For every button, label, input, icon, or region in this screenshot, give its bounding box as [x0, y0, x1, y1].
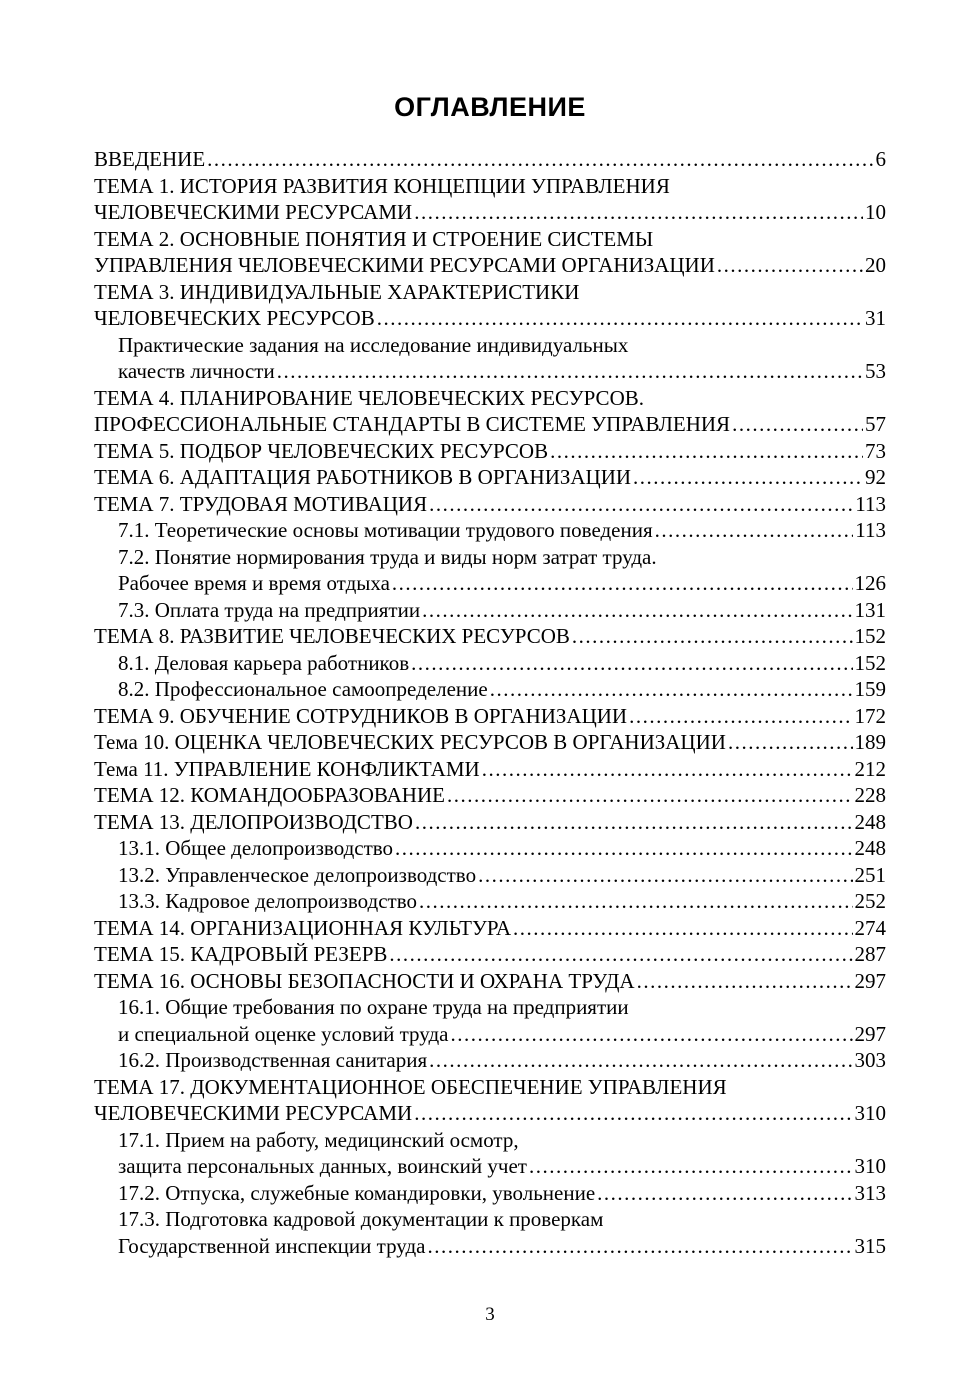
toc-entry-page: 303: [854, 1048, 886, 1072]
toc-entry-page: 31: [865, 306, 886, 330]
toc-entry: [94, 491, 886, 518]
toc-leader-dots: [597, 1180, 852, 1207]
toc-entry-page: 228: [854, 783, 886, 807]
toc-entry-page: 248: [854, 836, 886, 860]
toc-entry-page: 152: [854, 624, 886, 648]
toc-entry-title: 13.2. Управленческое делопроизводство: [118, 862, 477, 887]
toc-leader-dots: [419, 888, 853, 915]
toc-entry-title: защита персональных данных, воинский учет: [118, 1154, 527, 1178]
toc-entry: [94, 1180, 886, 1207]
toc-entry: [94, 1047, 886, 1074]
toc-leader-dots: [717, 252, 863, 279]
toc-entry-title: ЧЕЛОВЕЧЕСКИМИ РЕСУРСАМИ: [94, 200, 413, 224]
toc-leader-dots: [637, 968, 853, 995]
toc-entry-page: 274: [854, 915, 886, 940]
toc-entry: [94, 173, 886, 200]
toc-entry-page: 315: [854, 1233, 886, 1258]
toc-entry: [94, 597, 886, 624]
toc-leader-dots: [732, 411, 863, 438]
toc-entry-title: ВВЕДЕНИЕ: [94, 147, 206, 171]
toc-entry: [94, 915, 886, 942]
toc-entry-title: ТЕМА 2. ОСНОВНЫЕ ПОНЯТИЯ И СТРОЕНИЕ СИСТЕМЫ: [94, 226, 654, 251]
toc-entry: [94, 835, 886, 862]
toc-entry: [94, 332, 886, 359]
toc-leader-dots: [414, 199, 863, 226]
toc-entry-page: 297: [854, 968, 886, 993]
toc-entry: [94, 146, 886, 173]
toc-entry-title: 13.1. Общее делопроизводство: [118, 836, 394, 860]
toc-entry: [94, 438, 886, 465]
toc-entry-title: 16.2. Производственная санитария: [118, 1048, 428, 1072]
toc-entry-page: 92: [865, 465, 886, 489]
toc-leader-dots: [478, 862, 852, 889]
toc-entry-title: ТЕМА 16. ОСНОВЫ БЕЗОПАСНОСТИ И ОХРАНА ТРУДА: [94, 968, 635, 993]
toc-entry-page: 310: [854, 1154, 886, 1178]
toc-leader-dots: [415, 809, 853, 836]
toc-leader-dots: [427, 1233, 852, 1260]
toc-entry: [94, 729, 886, 756]
toc-entry-title: ТЕМА 1. ИСТОРИЯ РАЗВИТИЯ КОНЦЕПЦИИ УПРАВЛЕНИЯ: [94, 173, 670, 198]
toc-entry-page: 10: [865, 200, 886, 224]
toc-entry-title: и специальной оценке условий труда: [118, 1021, 449, 1046]
toc-entry-title: 7.3. Оплата труда на предприятии: [118, 597, 421, 622]
toc-entry-page: 57: [865, 412, 886, 436]
toc-leader-dots: [429, 491, 853, 518]
toc-entry-title: ТЕМА 17. ДОКУМЕНТАЦИОННОЕ ОБЕСПЕЧЕНИЕ УПРАВЛЕНИЯ: [94, 1074, 727, 1099]
toc-entry: [94, 862, 886, 889]
toc-entry: [94, 252, 886, 279]
toc-leader-dots: [395, 835, 852, 862]
toc-entry-title: ТЕМА 14. ОРГАНИЗАЦИОННАЯ КУЛЬТУРА: [94, 915, 512, 940]
toc-entry: [94, 941, 886, 968]
toc-entry-title: ТЕМА 8. РАЗВИТИЕ ЧЕЛОВЕЧЕСКИХ РЕСУРСОВ: [94, 624, 570, 648]
toc-leader-dots: [629, 703, 852, 730]
toc-entry-title: Практические задания на исследование индивидуальных: [118, 332, 629, 357]
toc-leader-dots: [277, 358, 863, 385]
toc-entry-page: 189: [854, 730, 886, 754]
toc-leader-dots: [490, 676, 853, 703]
toc-entry-page: 310: [854, 1101, 886, 1125]
toc-entry-title: качеств личности: [118, 359, 275, 383]
toc-leader-dots: [411, 650, 852, 677]
toc-leader-dots: [447, 782, 853, 809]
toc-entry: [94, 358, 886, 385]
toc-entry: [94, 703, 886, 730]
toc-entry-title: 7.1. Теоретические основы мотивации трудового поведения: [118, 518, 653, 542]
toc-entry-title: ТЕМА 9. ОБУЧЕНИЕ СОТРУДНИКОВ В ОРГАНИЗАЦИИ: [94, 703, 628, 728]
toc-entry: [94, 756, 886, 783]
toc-entry-title: Тема 11. УПРАВЛЕНИЕ КОНФЛИКТАМИ: [94, 756, 480, 781]
toc-entry-page: 159: [854, 677, 886, 701]
toc-leader-dots: [633, 464, 863, 491]
toc-entry: [94, 782, 886, 809]
toc-entry: [94, 994, 886, 1021]
toc-entry: [94, 199, 886, 226]
toc-entry: [94, 968, 886, 995]
toc-entry: [94, 570, 886, 597]
toc-entry: [94, 544, 886, 571]
toc-entry-title: 16.1. Общие требования по охране труда на предприятии: [118, 995, 629, 1019]
toc-entry: [94, 385, 886, 412]
toc-entry-title: 7.2. Понятие нормирования труда и виды норм затрат труда.: [118, 544, 657, 569]
toc-leader-dots: [572, 623, 853, 650]
toc-entry: [94, 1127, 886, 1154]
toc-leader-dots: [655, 517, 854, 544]
toc-entry: [94, 411, 886, 438]
toc-entry-page: 252: [854, 889, 886, 913]
toc-entry-title: ТЕМА 3. ИНДИВИДУАЛЬНЫЕ ХАРАКТЕРИСТИКИ: [94, 279, 580, 304]
toc-leader-dots: [529, 1153, 853, 1180]
toc-entry-page: 73: [865, 438, 886, 463]
toc-entry: [94, 1153, 886, 1180]
toc-entry-title: Тема 10. ОЦЕНКА ЧЕЛОВЕЧЕСКИХ РЕСУРСОВ В ОРГАНИЗАЦИИ: [94, 730, 726, 754]
toc-leader-dots: [377, 305, 863, 332]
toc-entry-page: 131: [854, 597, 886, 622]
toc-leader-dots: [482, 756, 853, 783]
toc-leader-dots: [513, 915, 852, 942]
toc-entry: [94, 279, 886, 306]
toc-entry: [94, 1206, 886, 1233]
toc-entry-title: ТЕМА 5. ПОДБОР ЧЕЛОВЕЧЕСКИХ РЕСУРСОВ: [94, 438, 549, 463]
page-number: 3: [485, 1304, 495, 1325]
toc-entry-title: ЧЕЛОВЕЧЕСКИМИ РЕСУРСАМИ: [94, 1101, 413, 1125]
toc-entry-page: 6: [875, 147, 886, 171]
toc-entry-title: ТЕМА 6. АДАПТАЦИЯ РАБОТНИКОВ В ОРГАНИЗАЦИИ: [94, 465, 632, 489]
toc-entry-page: 113: [855, 491, 886, 516]
toc-entry-title: ПРОФЕССИОНАЛЬНЫЕ СТАНДАРТЫ В СИСТЕМЕ УПРАВЛЕНИЯ: [94, 412, 731, 436]
toc-entry-title: 17.1. Прием на работу, медицинский осмотр,: [118, 1127, 519, 1152]
toc-entry-page: 20: [865, 253, 886, 277]
table-of-contents: [94, 146, 886, 1259]
toc-entry-page: 313: [854, 1180, 886, 1205]
toc-entry-title: ТЕМА 15. КАДРОВЫЙ РЕЗЕРВ: [94, 942, 388, 966]
toc-leader-dots: [414, 1100, 852, 1127]
toc-entry-page: 113: [855, 518, 886, 542]
toc-entry-page: 152: [854, 650, 886, 675]
toc-entry-title: 8.1. Деловая карьера работников: [118, 650, 410, 675]
toc-entry-title: ТЕМА 4. ПЛАНИРОВАНИЕ ЧЕЛОВЕЧЕСКИХ РЕСУРСОВ.: [94, 385, 644, 410]
toc-entry-title: ТЕМА 13. ДЕЛОПРОИЗВОДСТВО: [94, 809, 413, 834]
toc-entry-title: ЧЕЛОВЕЧЕСКИХ РЕСУРСОВ: [94, 306, 375, 330]
toc-entry: [94, 1021, 886, 1048]
toc-entry: [94, 623, 886, 650]
toc-leader-dots: [550, 438, 863, 465]
toc-leader-dots: [429, 1047, 852, 1074]
toc-entry-title: 17.2. Отпуска, служебные командировки, увольнение: [118, 1180, 596, 1205]
toc-entry-page: 212: [854, 756, 886, 781]
toc-entry-page: 297: [854, 1021, 886, 1046]
toc-leader-dots: [450, 1021, 852, 1048]
toc-entry: [94, 464, 886, 491]
toc-entry-title: 13.3. Кадровое делопроизводство: [118, 889, 417, 913]
toc-entry-title: 8.2. Профессиональное самоопределение: [118, 677, 488, 701]
toc-leader-dots: [392, 570, 853, 597]
toc-entry-page: 53: [865, 359, 886, 383]
toc-entry: [94, 226, 886, 253]
toc-entry-page: 251: [854, 862, 886, 887]
toc-entry-page: 287: [854, 942, 886, 966]
toc-entry: [94, 1233, 886, 1260]
toc-leader-dots: [207, 146, 873, 173]
toc-entry-title: ТЕМА 7. ТРУДОВАЯ МОТИВАЦИЯ: [94, 491, 428, 516]
toc-entry-title: Рабочее время и время отдыха: [118, 571, 390, 595]
toc-entry-page: 248: [854, 809, 886, 834]
toc-leader-dots: [389, 941, 852, 968]
toc-entry-page: 172: [854, 703, 886, 728]
toc-entry: [94, 305, 886, 332]
page-title: ОГЛАВЛЕНИЕ: [394, 92, 586, 122]
toc-entry: [94, 517, 886, 544]
toc-entry: [94, 888, 886, 915]
toc-entry: [94, 809, 886, 836]
toc-entry-title: УПРАВЛЕНИЯ ЧЕЛОВЕЧЕСКИМИ РЕСУРСАМИ ОРГАНИЗАЦИИ: [94, 253, 715, 277]
toc-entry-title: Государственной инспекции труда: [118, 1233, 426, 1258]
toc-entry-page: 126: [854, 571, 886, 595]
toc-leader-dots: [422, 597, 852, 624]
toc-entry: [94, 650, 886, 677]
toc-entry: [94, 1074, 886, 1101]
toc-entry: [94, 1100, 886, 1127]
toc-leader-dots: [728, 729, 853, 756]
toc-entry: [94, 676, 886, 703]
toc-entry-title: ТЕМА 12. КОМАНДООБРАЗОВАНИЕ: [94, 783, 445, 807]
toc-entry-title: 17.3. Подготовка кадровой документации к проверкам: [118, 1207, 604, 1231]
